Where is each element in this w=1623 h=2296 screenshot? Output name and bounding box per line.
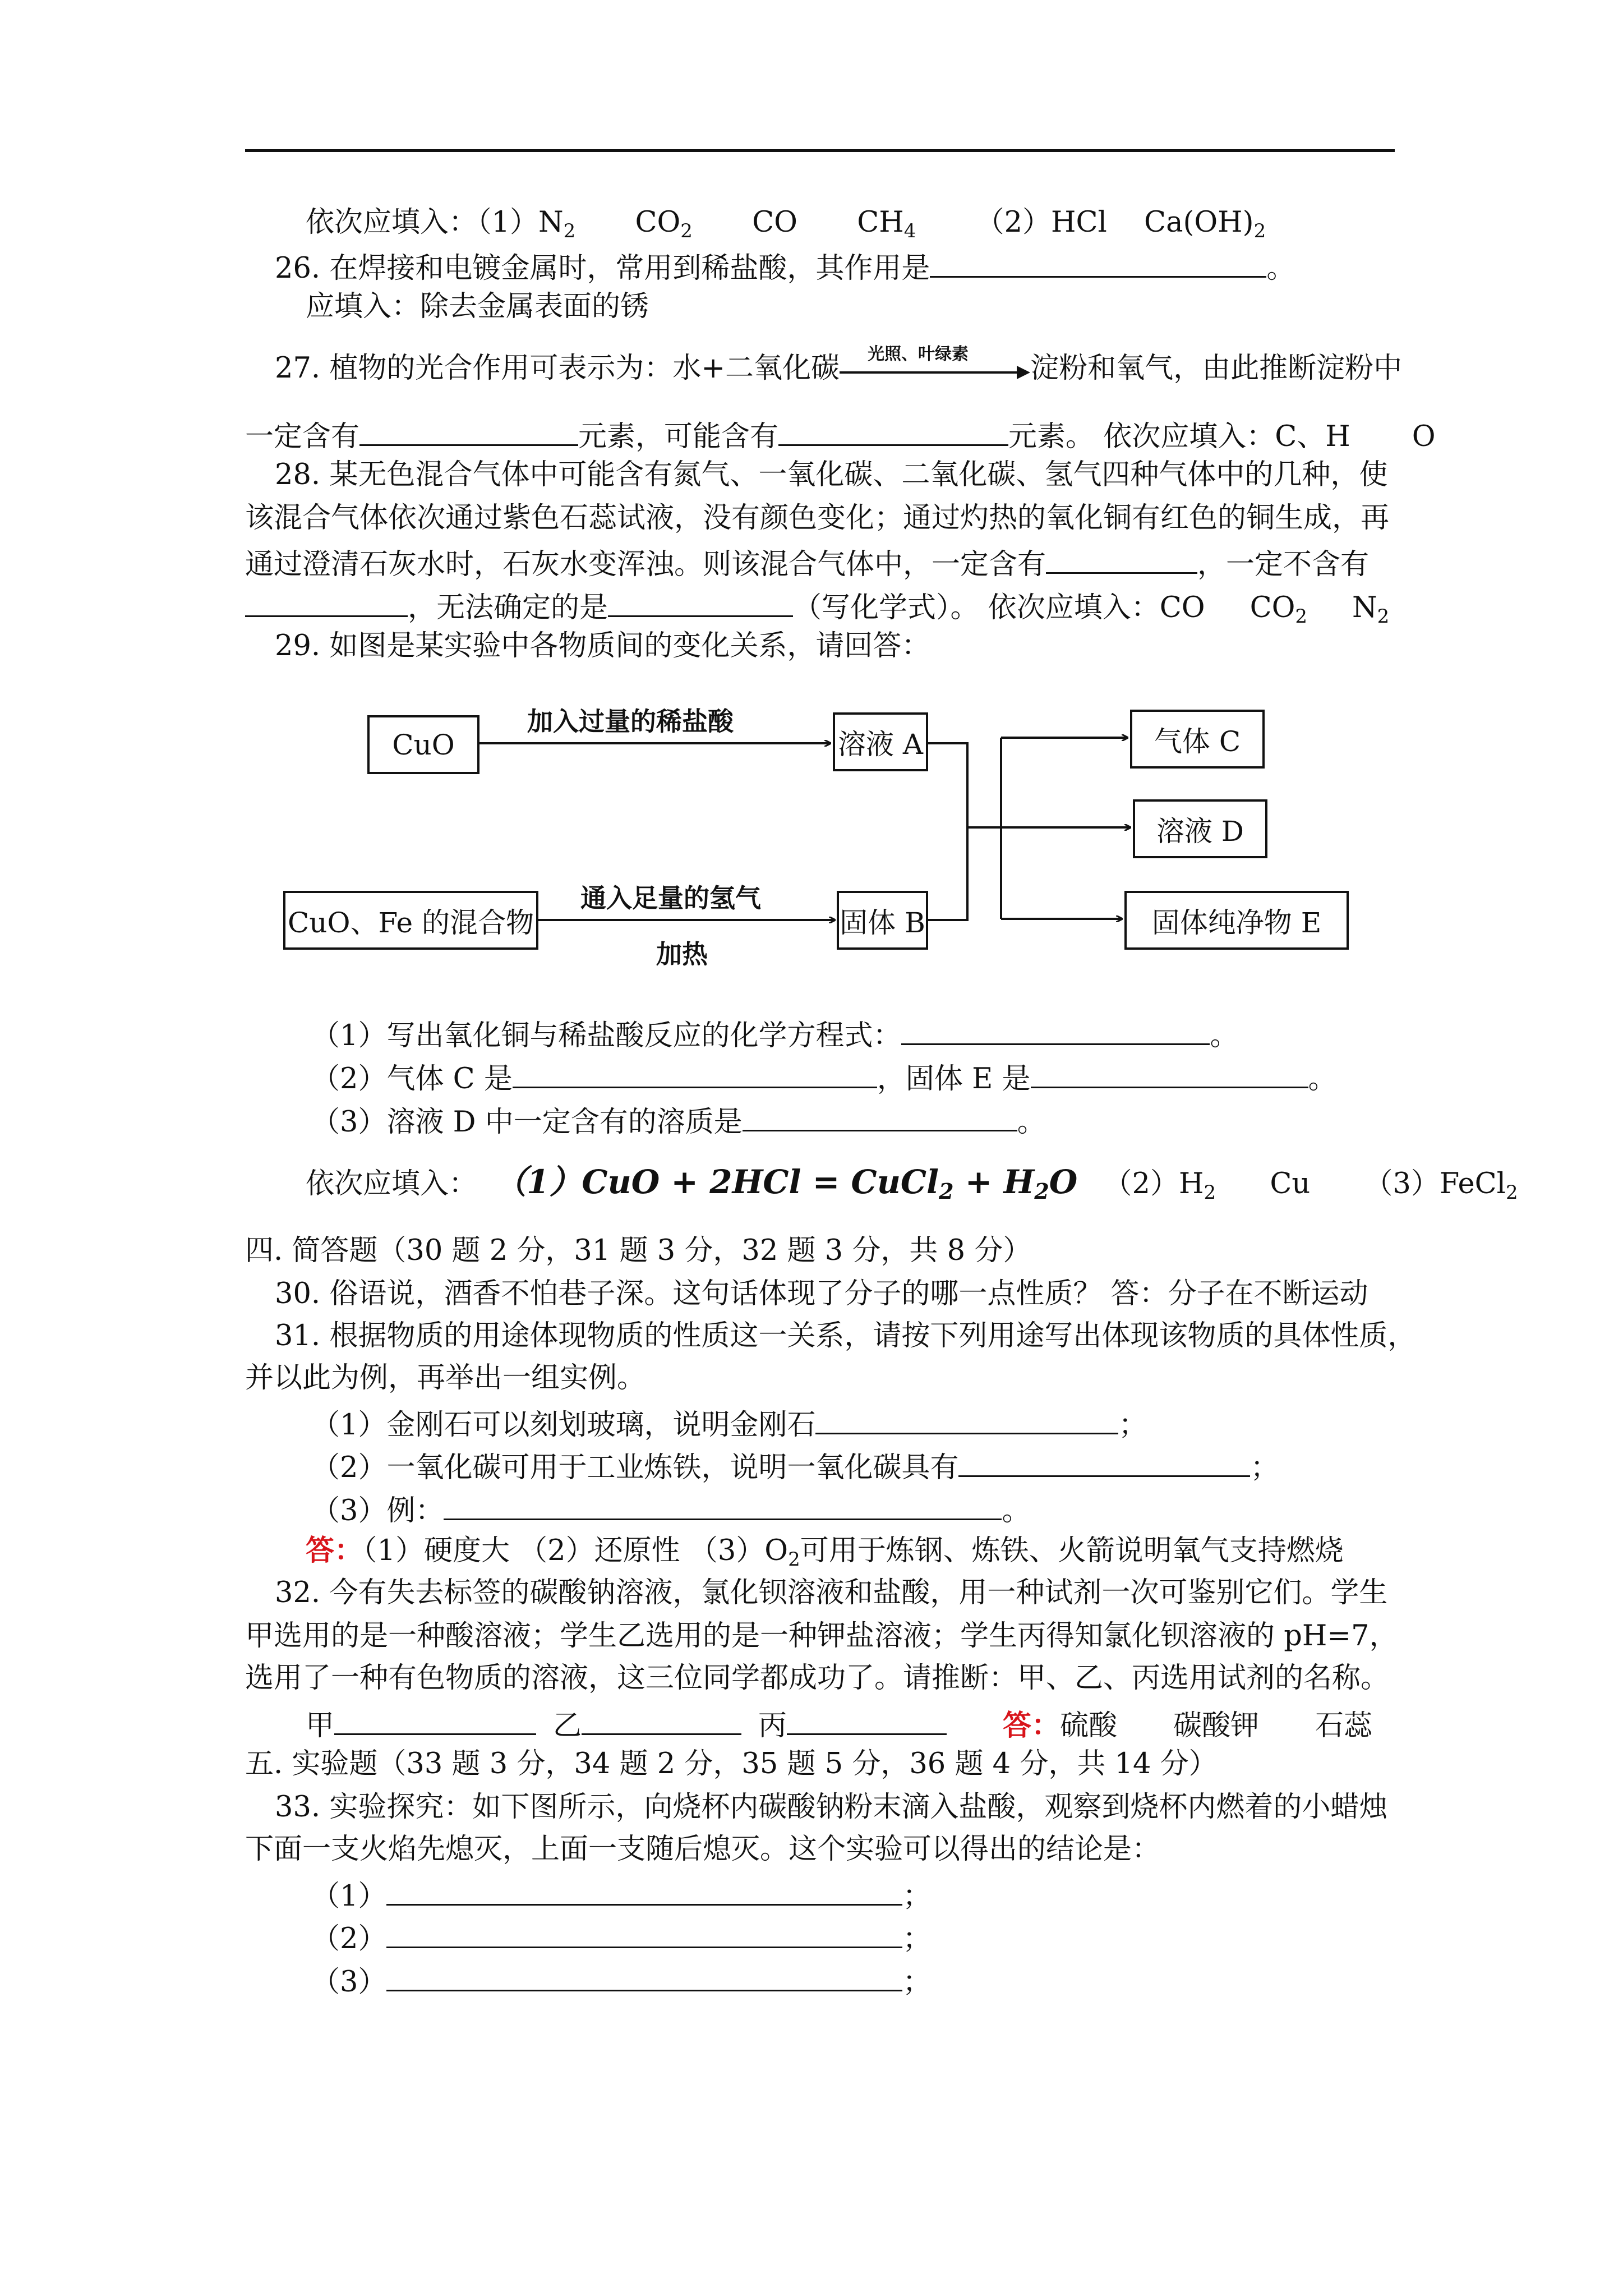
q31-line2: 并以此为例，再举出一组实例。 [245,1361,646,1395]
q31-3 [311,1489,1030,1529]
answer-blank[interactable] [245,586,408,617]
q32-line2: 甲选用的是一种酸溶液；学生乙选用的是一种钾盐溶液；学生丙得知氯化钡溶液的 pH=7， [245,1619,1398,1653]
subscript: 2 [1253,220,1266,242]
subscript: 2 [788,1548,800,1571]
box-gas-c: 气体 C [1130,710,1265,769]
text: Cu [1270,1167,1311,1200]
label-pass-h2: 通入足量的氢气 [580,883,761,913]
q32-line1: 32. 今有失去标签的碳酸钠溶液，氯化钡溶液和盐酸，用一种试剂一次可鉴别它们。学生 [275,1576,1388,1609]
text: 碳酸钾 [1173,1709,1260,1742]
text: 。 [1017,1106,1046,1139]
text: （2）HCl [975,206,1107,239]
text: 。 [1308,1062,1337,1096]
text: 。 [1002,1494,1031,1527]
q32-line3: 选用了一种有色物质的溶液，这三位同学都成功了。请推断：甲、乙、丙选用试剂的名称。 [245,1662,1390,1695]
q25-answer-line [306,205,1266,249]
text: （1） [311,1880,387,1913]
equation: + H [953,1163,1035,1201]
q29-answer [306,1164,1518,1211]
box-solid-e: 固体纯净物 E [1124,891,1349,950]
text: 26. 在焊接和电镀金属时，常用到稀盐酸，其作用是 [275,252,930,285]
text: ； [902,1880,932,1913]
section-4-heading: 四. 简答题（30 题 2 分，31 题 3 分，32 题 3 分，共 8 分） [245,1234,1032,1267]
answer-blank[interactable] [743,1101,1017,1131]
q28-line2: 该混合气体依次通过紫色石蕊试液，没有颜色变化；通过灼热的氧化铜有红色的铜生成，再 [245,501,1390,535]
text: 甲 [306,1709,335,1742]
q29-line: 29. 如图是某实验中各物质间的变化关系，请回答： [275,629,930,662]
q27-line2 [245,415,1436,455]
q31-2 [311,1446,1279,1486]
subscript: 2 [1204,1181,1216,1204]
answer-blank[interactable] [386,1875,902,1906]
text: ； [1118,1409,1147,1442]
subscript: 2 [939,1179,954,1204]
box-solution-d: 溶液 D [1133,799,1267,858]
subscript: 2 [680,220,693,242]
q33-line2: 下面一支火焰先熄灭，上面一支随后熄灭。这个实验可以得出的结论是： [245,1833,1161,1866]
answer-blank[interactable] [1046,543,1197,574]
text: （3）例： [311,1494,444,1527]
section-5-heading: 五. 实验题（33 题 3 分，34 题 2 分，35 题 5 分，36 题 4 分，共 14 分） [245,1747,1218,1780]
q28-line1: 28. 某无色混合气体中可能含有氮气、一氧化碳、二氧化碳、氢气四种气体中的几种，使 [275,458,1388,491]
reaction-diagram [269,673,1363,976]
text: （1）硬度大 （2）还原性 （3）O [363,1534,789,1567]
equation: （1）CuO + 2HCl = CuCl [494,1163,939,1201]
text: ，一定不含有 [1197,548,1370,581]
subscript: 2 [1034,1179,1049,1204]
text: 元素。 依次应填入：C、H [1008,420,1350,453]
text: 硫酸 [1060,1709,1118,1742]
q33-3 [311,1961,931,2000]
subscript: 2 [1377,605,1390,628]
answer-blank[interactable] [513,1057,877,1088]
answer-blank[interactable] [444,1489,1002,1520]
subscript: 2 [1505,1181,1518,1204]
text: 。 [1210,1019,1239,1052]
text: 丙 [758,1709,787,1742]
text: CH [857,206,904,239]
text: ； [902,1966,932,1999]
answer-blank[interactable] [359,415,578,446]
text: （2）气体 C 是 [311,1062,513,1096]
text: CO [1249,591,1295,624]
label-add-hcl: 加入过量的稀盐酸 [527,706,734,737]
text: （1）金刚石可以刻划玻璃，说明金刚石 [311,1409,816,1442]
subscript: 2 [563,220,576,242]
text: 。 [1266,252,1295,285]
text: 石蕊 [1315,1709,1373,1742]
q29-2 [311,1057,1337,1097]
answer-blank[interactable] [608,586,793,617]
text: 通过澄清石灰水时，石灰水变浑浊。则该混合气体中，一定含有 [245,548,1046,581]
answer-blank[interactable] [958,1446,1250,1477]
q31-1 [311,1404,1147,1443]
text: （2）一氧化碳可用于工业炼铁，说明一氧化碳具有 [311,1451,959,1484]
label-heat: 加热 [656,939,708,969]
text: （3）FeCl [1364,1167,1506,1200]
q29-1 [311,1014,1238,1054]
answer-blank[interactable] [386,1961,902,1991]
text: 27. 植物的光合作用可表示为：水+二氧化碳 [275,352,840,385]
box-solution-a: 溶液 A [833,712,928,771]
reaction-arrow [840,344,1030,381]
answer-blank[interactable] [1031,1057,1308,1088]
answer-blank[interactable] [778,415,1008,446]
q33-1 [311,1875,931,1915]
subscript: 4 [903,220,916,242]
text: 依次应填入： [306,1167,478,1200]
text: 一定含有 [245,420,360,453]
q33-line1: 33. 实验探究：如下图所示，向烧杯内碳酸钠粉末滴入盐酸，观察到烧杯内燃着的小蜡烛 [275,1791,1388,1824]
text: N [1352,591,1377,624]
text: CO [752,206,797,239]
q28-line3 [245,543,1369,583]
box-solid-b: 固体 B [837,891,928,950]
text: ，固体 E 是 [877,1062,1031,1096]
equation: O [1049,1163,1078,1201]
subscript: 2 [1295,605,1308,628]
text: （2） [311,1922,387,1955]
text: ； [1250,1451,1279,1484]
answer-blank[interactable] [334,1704,536,1735]
answer-blank[interactable] [815,1404,1118,1434]
answer-blank[interactable] [787,1704,947,1735]
text: （3） [311,1966,387,1999]
text: 元素，可能含有 [578,420,779,453]
header-rule [245,149,1395,152]
text: （写化学式）。 依次应填入：CO [793,591,1205,624]
q29-3 [311,1101,1046,1140]
q31-answer [306,1533,1344,1577]
box-mixture: CuO、Fe 的混合物 [283,891,538,950]
q26-line [275,247,1295,287]
text: 淀粉和氧气，由此推断淀粉中 [1030,352,1403,385]
q26-answer: 应填入：除去金属表面的锈 [306,290,649,323]
text: 可用于炼钢、炼铁、火箭说明氧气支持燃烧 [800,1534,1344,1567]
q30-line: 30. 俗语说，酒香不怕巷子深。这句话体现了分子的哪一点性质？ 答：分子在不断运动 [275,1277,1368,1310]
text: （2）H [1103,1167,1204,1200]
q27-line [275,344,1403,386]
box-cuo: CuO [367,715,479,774]
answer-blank[interactable] [930,247,1266,278]
text: 依次应填入：（1）N [306,206,564,239]
arrow-label: 光照、叶绿素 [868,344,969,364]
q32-line4 [306,1704,1372,1744]
text: Ca(OH) [1144,206,1254,239]
text: CO [635,206,681,239]
text: ； [902,1922,932,1955]
answer-blank[interactable] [582,1704,741,1735]
text: （3）溶液 D 中一定含有的溶质是 [311,1106,743,1139]
text: ，无法确定的是 [408,591,608,624]
text: 乙 [553,1709,582,1742]
answer-blank[interactable] [901,1014,1210,1045]
answer-blank[interactable] [386,1917,902,1948]
text: （1）写出氧化铜与稀盐酸反应的化学方程式： [311,1019,902,1052]
q33-2 [311,1917,931,1957]
answer-label: 答： [306,1534,363,1567]
q28-line4 [245,586,1389,634]
q31-line1: 31. 根据物质的用途体现物质的性质这一关系，请按下列用途写出体现该物质的具体性质， [275,1319,1417,1352]
answer-label: 答： [1003,1709,1061,1742]
text: O [1412,420,1436,453]
